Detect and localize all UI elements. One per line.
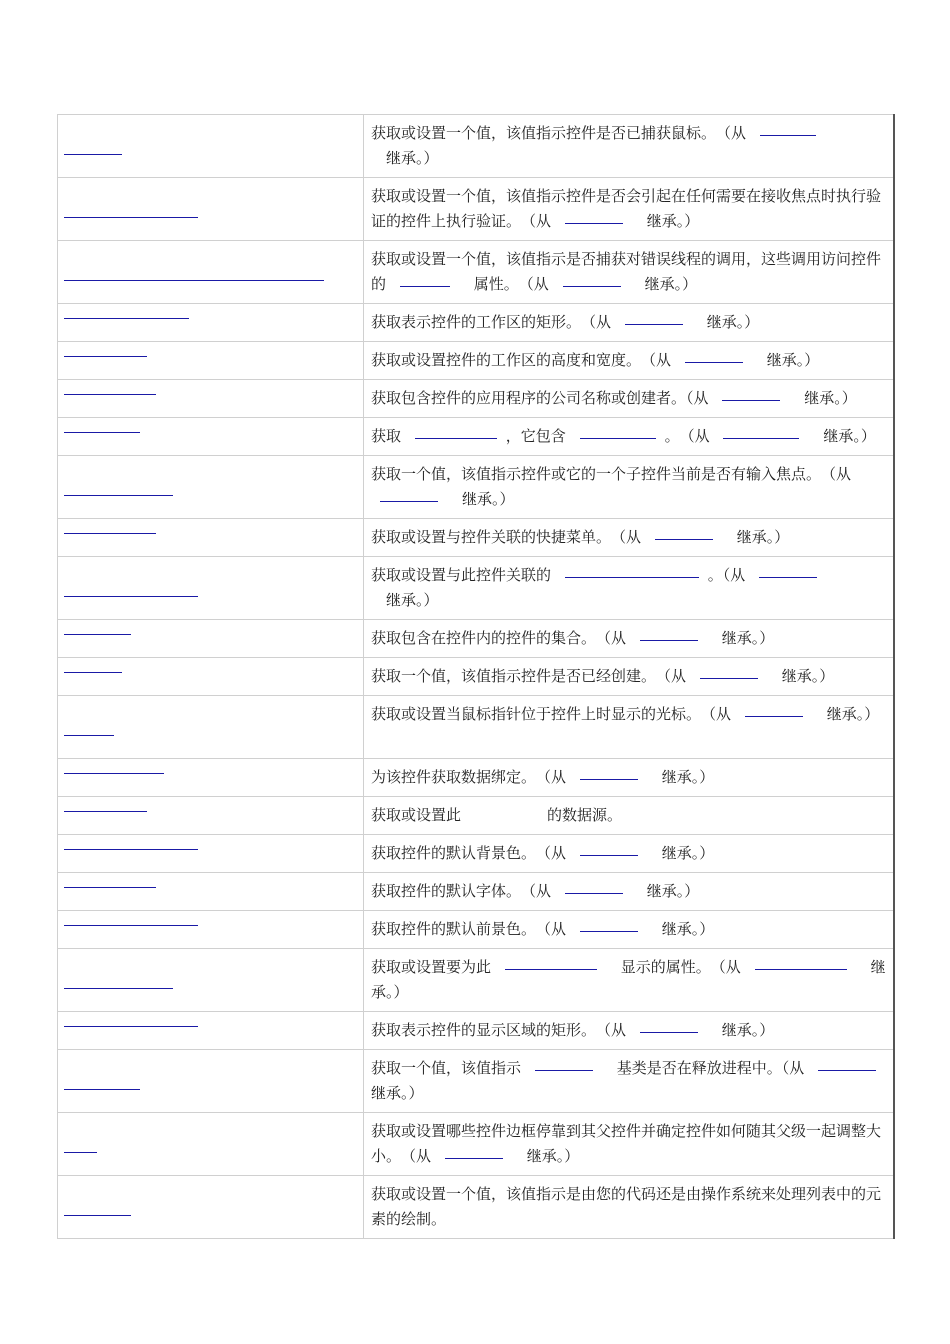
member-name-link[interactable] bbox=[64, 887, 156, 888]
member-name-link[interactable] bbox=[64, 773, 164, 774]
member-description bbox=[364, 696, 894, 759]
inline-reference-link[interactable] bbox=[640, 1031, 698, 1033]
member-row bbox=[58, 797, 894, 835]
member-name-cell bbox=[58, 797, 364, 835]
member-row bbox=[58, 557, 894, 620]
description-text: 。 （从 bbox=[664, 427, 715, 445]
member-description bbox=[364, 797, 894, 835]
member-name-cell bbox=[58, 380, 364, 418]
description-text: 继承。） bbox=[808, 427, 876, 445]
member-name-link[interactable] bbox=[64, 988, 173, 989]
member-description bbox=[364, 456, 894, 519]
description-text: 继承。） bbox=[646, 844, 715, 862]
description-text: 继承。） bbox=[646, 920, 715, 938]
member-row bbox=[58, 1050, 894, 1113]
inline-reference-link[interactable] bbox=[700, 677, 758, 679]
description-text: 获取一个值，该值指示控件是否已经创建。 （从 bbox=[371, 667, 691, 685]
member-description bbox=[364, 1176, 894, 1239]
member-name-cell bbox=[58, 557, 364, 620]
description-text: 继承。） bbox=[371, 1059, 901, 1102]
member-name-link[interactable] bbox=[64, 596, 198, 597]
member-row bbox=[58, 1113, 894, 1176]
member-name-link[interactable] bbox=[64, 394, 156, 395]
member-name-link[interactable] bbox=[64, 1026, 198, 1027]
description-text: 继承。） bbox=[766, 667, 835, 685]
member-description bbox=[364, 911, 894, 949]
member-name-cell bbox=[58, 873, 364, 911]
member-name-cell bbox=[58, 949, 364, 1012]
description-text: 获取包含控件的应用程序的公司名称或创建者。（从 bbox=[371, 389, 714, 407]
inline-reference-link[interactable] bbox=[380, 500, 438, 502]
inline-reference-link[interactable] bbox=[745, 715, 803, 717]
inline-reference-link[interactable] bbox=[565, 576, 699, 578]
description-text: 获取或设置此 bbox=[371, 806, 462, 824]
member-row bbox=[58, 519, 894, 557]
member-name-cell bbox=[58, 178, 364, 241]
member-row bbox=[58, 911, 894, 949]
member-row bbox=[58, 342, 894, 380]
inline-reference-link[interactable] bbox=[722, 399, 780, 401]
member-name-cell bbox=[58, 1176, 364, 1239]
description-text: 继承。） bbox=[371, 149, 439, 167]
member-name-link[interactable] bbox=[64, 672, 122, 673]
inline-reference-link[interactable] bbox=[655, 538, 713, 540]
member-name-cell bbox=[58, 620, 364, 658]
description-text: 继承。） bbox=[811, 705, 880, 723]
inline-reference-link[interactable] bbox=[818, 1069, 876, 1071]
description-text: 获取或设置一个值，该值指示是由您的代码还是由操作系统来处理列表中的元素的绘制。 bbox=[371, 1185, 882, 1228]
member-name-cell bbox=[58, 759, 364, 797]
description-text: 获取一个值，该值指示 bbox=[371, 1059, 526, 1077]
member-table-body bbox=[58, 115, 901, 1239]
member-description bbox=[364, 519, 894, 557]
member-description bbox=[364, 115, 894, 178]
member-name-link[interactable] bbox=[64, 811, 147, 812]
member-name-link[interactable] bbox=[64, 432, 140, 433]
member-row bbox=[58, 241, 894, 304]
description-text: 继承。） bbox=[721, 528, 790, 546]
member-name-cell bbox=[58, 835, 364, 873]
description-text: 继承。） bbox=[371, 958, 886, 1001]
member-name-link[interactable] bbox=[64, 1152, 97, 1153]
inline-reference-link[interactable] bbox=[565, 222, 623, 224]
description-text: 获取或设置一个值，该值指示控件是否会引起在任何需要在接收焦点时执行验证的控件上执行验证。 （从 bbox=[371, 187, 882, 230]
description-text: 继承。） bbox=[789, 389, 857, 407]
member-name-cell bbox=[58, 241, 364, 304]
member-description bbox=[364, 241, 894, 304]
inline-reference-link[interactable] bbox=[760, 134, 816, 136]
description-text: 的数据源。 bbox=[547, 806, 623, 824]
member-name-cell bbox=[58, 911, 364, 949]
member-description bbox=[364, 835, 894, 873]
member-description bbox=[364, 1113, 894, 1176]
member-name-link[interactable] bbox=[64, 533, 156, 534]
inline-reference-link[interactable] bbox=[445, 1157, 503, 1159]
inline-reference-link[interactable] bbox=[685, 361, 743, 363]
member-name-cell bbox=[58, 696, 364, 759]
member-row bbox=[58, 1176, 894, 1239]
description-text: 获取控件的默认字体。 （从 bbox=[371, 882, 556, 900]
member-name-link[interactable] bbox=[64, 1089, 140, 1090]
description-text: 获取表示控件的工作区的矩形。 （从 bbox=[371, 313, 616, 331]
member-description bbox=[364, 620, 894, 658]
inline-reference-link[interactable] bbox=[580, 437, 656, 439]
member-name-link[interactable] bbox=[64, 634, 131, 635]
description-text: 继承。） bbox=[631, 212, 700, 230]
member-name-cell bbox=[58, 658, 364, 696]
member-name-cell bbox=[58, 418, 364, 456]
member-row bbox=[58, 620, 894, 658]
description-text: 获取控件的默认前景色。 （从 bbox=[371, 920, 571, 938]
member-table-container bbox=[57, 114, 901, 1239]
member-description bbox=[364, 418, 894, 456]
description-text: 继承。） bbox=[371, 591, 439, 609]
member-row bbox=[58, 456, 894, 519]
inline-reference-link[interactable] bbox=[565, 892, 623, 894]
member-row bbox=[58, 759, 894, 797]
description-text: 继承。） bbox=[751, 351, 820, 369]
inline-reference-link[interactable] bbox=[563, 285, 621, 287]
member-row bbox=[58, 304, 894, 342]
description-text: ，它包含 bbox=[505, 427, 571, 445]
member-row bbox=[58, 696, 894, 759]
description-text: 。（从 bbox=[707, 566, 751, 584]
inline-reference-link[interactable] bbox=[723, 437, 799, 439]
member-name-cell bbox=[58, 304, 364, 342]
description-text: 显示的属性。 （从 bbox=[605, 958, 746, 976]
description-text: 获取控件的默认背景色。 （从 bbox=[371, 844, 571, 862]
inline-reference-link[interactable] bbox=[640, 639, 698, 641]
member-description bbox=[364, 873, 894, 911]
member-name-link[interactable] bbox=[64, 849, 198, 850]
member-name-cell bbox=[58, 342, 364, 380]
description-text: 获取或设置哪些控件边框停靠到其父控件并确定控件如何随其父级一起调整大小。 （从 bbox=[371, 1122, 882, 1165]
member-row bbox=[58, 873, 894, 911]
member-description bbox=[364, 949, 894, 1012]
description-text: 继承。） bbox=[706, 629, 775, 647]
description-text: 获取或设置与此控件关联的 bbox=[371, 566, 556, 584]
inline-reference-link[interactable] bbox=[625, 323, 683, 325]
member-row bbox=[58, 1012, 894, 1050]
member-row bbox=[58, 380, 894, 418]
member-description bbox=[364, 1050, 901, 1113]
description-text: 继承。） bbox=[447, 490, 515, 508]
member-name-cell bbox=[58, 1012, 364, 1050]
inline-reference-link[interactable] bbox=[535, 1069, 593, 1071]
member-row bbox=[58, 835, 894, 873]
member-name-link[interactable] bbox=[64, 925, 198, 926]
inline-reference-link[interactable] bbox=[400, 285, 450, 287]
member-name-link[interactable] bbox=[64, 154, 122, 155]
inline-reference-link[interactable] bbox=[505, 968, 597, 970]
description-text: 为该控件获取数据绑定。 （从 bbox=[371, 768, 571, 786]
description-text: 获取表示控件的显示区域的矩形。 （从 bbox=[371, 1021, 631, 1039]
description-text: 继承。） bbox=[706, 1021, 775, 1039]
inline-reference-link[interactable] bbox=[580, 930, 638, 932]
member-description bbox=[364, 380, 894, 418]
description-text: 获取或设置要为此 bbox=[371, 958, 496, 976]
member-name-cell bbox=[58, 456, 364, 519]
description-text: 获取或设置一个值，该值指示控件是否已捕获鼠标。 （从 bbox=[371, 124, 751, 142]
inline-reference-link[interactable] bbox=[755, 968, 847, 970]
member-description bbox=[364, 342, 894, 380]
member-description bbox=[364, 304, 894, 342]
member-name-cell bbox=[58, 1050, 364, 1113]
member-name-cell bbox=[58, 1113, 364, 1176]
member-row bbox=[58, 949, 894, 1012]
description-text: 继承。） bbox=[646, 768, 715, 786]
member-name-link[interactable] bbox=[64, 495, 173, 496]
member-row bbox=[58, 418, 894, 456]
member-row bbox=[58, 115, 894, 178]
member-description bbox=[364, 658, 894, 696]
description-text: 继承。） bbox=[631, 882, 700, 900]
member-description bbox=[364, 557, 894, 620]
member-description bbox=[364, 178, 894, 241]
description-text: 获取或设置当鼠标指针位于控件上时显示的光标。 （从 bbox=[371, 705, 736, 723]
inline-reference-link[interactable] bbox=[580, 854, 638, 856]
description-text: 继承。） bbox=[629, 275, 698, 293]
member-name-cell bbox=[58, 519, 364, 557]
member-row bbox=[58, 658, 894, 696]
member-name-link[interactable] bbox=[64, 735, 114, 736]
member-description bbox=[364, 759, 894, 797]
description-text: 基类是否在释放进程中。（从 bbox=[601, 1059, 810, 1077]
inline-reference-link[interactable] bbox=[415, 437, 497, 439]
description-text: 获取包含在控件内的控件的集合。 （从 bbox=[371, 629, 631, 647]
member-table bbox=[57, 114, 901, 1239]
member-name-link[interactable] bbox=[64, 356, 147, 357]
description-text: 获取或设置一个值，该值指示是否捕获对错误线程的调用，这些调用访问控件的 bbox=[371, 250, 882, 293]
inline-reference-link[interactable] bbox=[759, 576, 817, 578]
description-text: 获取 bbox=[371, 427, 406, 445]
description-text: 属性。 （从 bbox=[458, 275, 554, 293]
description-text: 继承。） bbox=[691, 313, 760, 331]
inline-reference-link[interactable] bbox=[580, 778, 638, 780]
member-row bbox=[58, 178, 894, 241]
member-name-link[interactable] bbox=[64, 318, 189, 319]
description-text: 继承。） bbox=[511, 1147, 580, 1165]
member-name-link[interactable] bbox=[64, 217, 198, 218]
description-text: 获取一个值，该值指示控件或它的一个子控件当前是否有输入焦点。 （从 bbox=[371, 465, 852, 483]
member-name-cell bbox=[58, 115, 364, 178]
member-name-link[interactable] bbox=[64, 280, 324, 281]
member-description bbox=[364, 1012, 894, 1050]
description-text: 获取或设置与控件关联的快捷菜单。 （从 bbox=[371, 528, 646, 546]
description-text: 获取或设置控件的工作区的高度和宽度。 （从 bbox=[371, 351, 676, 369]
member-name-link[interactable] bbox=[64, 1215, 131, 1216]
